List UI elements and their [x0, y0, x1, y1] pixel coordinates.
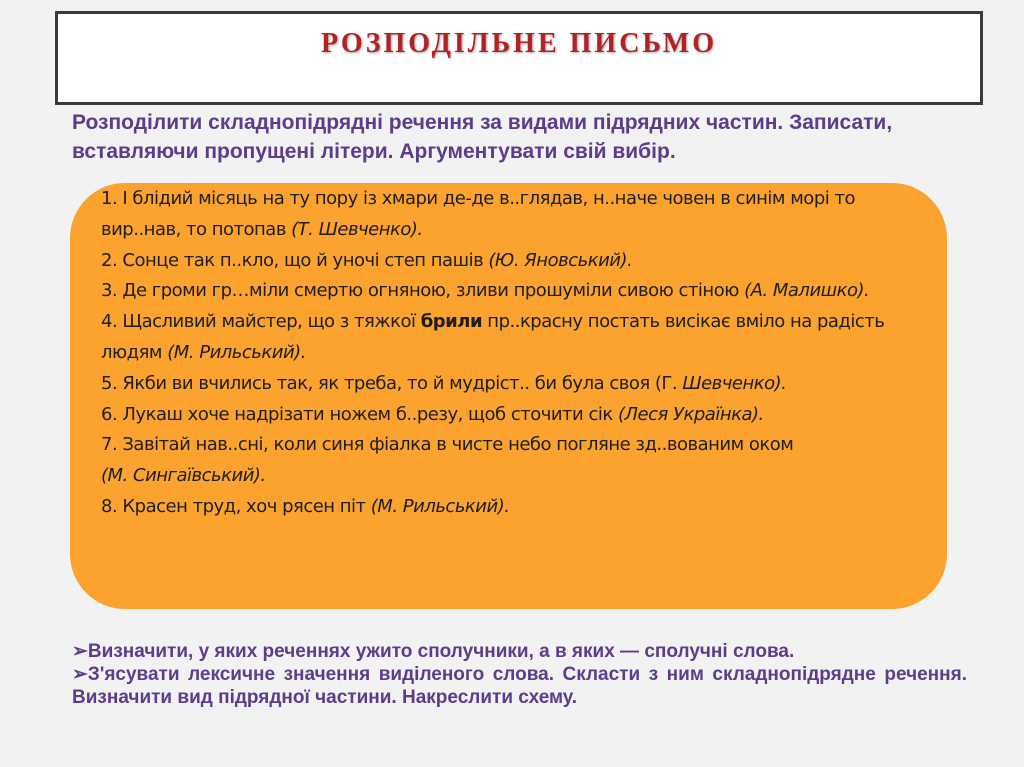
- sentence-1-author: (Т. Шевченко).: [291, 218, 423, 240]
- sentence-5-author: Шевченко).: [682, 372, 787, 394]
- highlighted-word: брили: [420, 311, 483, 333]
- sentence-7: 7. Завітай нав..сні, коли синя фіалка в чисте небо погляне зд..вованим оком: [101, 434, 794, 456]
- slide-title: РОЗПОДІЛЬНЕ ПИСЬМО: [320, 28, 718, 59]
- sentence-3: 3. Де громи гр…міли смертю огняною, зливи прошуміли сивою стіною (А. Малишко).: [101, 280, 870, 302]
- title-box: [55, 11, 983, 105]
- sentence-3-author: (А. Малишко).: [744, 280, 870, 302]
- sentence-8-author: (М. Рильський).: [370, 495, 510, 517]
- sentence-4: 4. Щасливий майстер, що з тяжкої брили пр..красну постать висікає вміло на радість людям (М. Рильський).: [101, 311, 885, 363]
- sentences-list: [101, 184, 901, 523]
- sentence-4-author: (М. Рильський).: [167, 341, 306, 363]
- bottom-tasks: [72, 640, 967, 709]
- sentence-5: 5. Якби ви вчились так, як треба, то й мудріст.. би була своя (Г. Шевченко).: [101, 372, 787, 394]
- sentence-2-author: (Ю. Яновський).: [488, 249, 633, 271]
- task-instruction: Розподілити складнопідрядні речення за видами підрядних частин. Записати, вставляючи пропущені літери. Аргументувати свій вибір.: [72, 111, 893, 163]
- sentence-1: 1. І блідий місяць на ту пору із хмари де-де в..глядав, н..наче човен в синім морі то вир..нав, то потопав (Т. Шевченко).: [101, 188, 855, 240]
- sentence-7-author: (М. Сингаївський).: [101, 465, 266, 487]
- bullet-2: ➢З'ясувати лексичне значення виділеного слова. Скласти з ним складнопідрядне речення. Визначити вид підрядної частини. Накреслити схему.: [72, 664, 967, 708]
- sentence-6-author: (Леся Українка).: [617, 403, 764, 425]
- sentence-2: 2. Сонце так п..кло, що й уночі степ пашів (Ю. Яновський).: [101, 249, 633, 271]
- sentence-6: 6. Лукаш хоче надрізати ножем б..резу, щоб сточити сік (Леся Українка).: [101, 403, 764, 425]
- bullet-1: ➢Визначити, у яких реченнях ужито сполучники, а в яких — сполучні слова.: [72, 641, 795, 662]
- sentence-7-author-line: [101, 461, 901, 492]
- sentence-8: 8. Красен труд, хоч рясен піт (М. Рильський).: [101, 495, 510, 517]
